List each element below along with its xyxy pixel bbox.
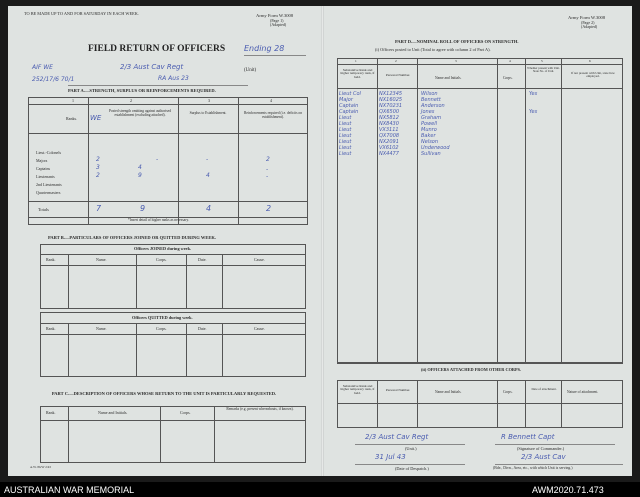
roll-cell: Yes xyxy=(529,109,538,115)
roll-col-num: 5 xyxy=(541,59,543,63)
hw-dash: - xyxy=(266,173,269,180)
roll-col-num: 3 xyxy=(455,59,457,63)
attached-col-head: Corps. xyxy=(503,390,513,394)
unit-sign-label: (Unit.) xyxy=(405,446,417,451)
quitted-col-head: Rank. xyxy=(46,326,56,331)
roll-cell: NX16025 xyxy=(379,97,403,103)
commander-sign-label: (Signature of Commander.) xyxy=(517,446,565,451)
roll-cell: Lieut xyxy=(339,151,352,157)
hw-unit-sign: 2/3 Aust Cav Regt xyxy=(365,433,429,441)
roll-cell: Graham xyxy=(421,115,442,121)
unit-label: (Unit) xyxy=(244,68,257,73)
insert-note: *Insert detail of higher ranks as necessary. xyxy=(128,218,189,222)
joined-col-head: Corps. xyxy=(156,257,167,262)
part-d-title: PART D.—NOMINAL ROLL OF OFFICERS ON STRENGTH. xyxy=(395,39,519,44)
adapted-label: (Adapted) xyxy=(270,22,287,27)
roll-cell: Underwood xyxy=(421,145,450,151)
hw-total: 9 xyxy=(140,204,146,213)
form-sheet xyxy=(8,6,632,476)
roll-cell: Yes xyxy=(529,91,538,97)
roll-cell: VX6102 xyxy=(379,145,399,151)
part-d-sub: (i) Officers posted to Unit (Total to agree with column 2 of Part A). xyxy=(375,47,491,52)
roll-cell: NX5812 xyxy=(379,115,399,121)
joined-col-head: Cause. xyxy=(254,257,265,262)
quitted-table xyxy=(40,312,306,377)
roll-cell: Wilson xyxy=(421,91,438,97)
accession-number: AWM2020.71.473 xyxy=(532,485,604,495)
roll-cell: QX6500 xyxy=(379,109,400,115)
roll-cell: NX12345 xyxy=(379,91,403,97)
col-num-2: 2 xyxy=(130,98,132,103)
attached-col-head: Nature of attachment. xyxy=(567,390,599,394)
roll-cell: Powell xyxy=(421,121,438,127)
hw-date-line-1: AIF WE xyxy=(32,64,53,71)
quitted-col-head: Date. xyxy=(198,326,207,331)
hw-commander-sign: R Bennett Capt xyxy=(501,433,555,441)
form-number-right: Army Form W.3008 xyxy=(568,15,606,20)
page-label: (Page 1) xyxy=(270,18,284,23)
col-num-4: 4 xyxy=(270,98,272,103)
quitted-col-head: Cause. xyxy=(254,326,265,331)
page-label-right: (Page 2) xyxy=(581,20,595,25)
roll-col-head: Whether present with Unit. State No. of Unit. xyxy=(527,66,560,73)
hw-total: 7 xyxy=(96,204,102,213)
hw-station: 2/3 Aust Cav xyxy=(521,453,566,461)
attached-col-head: Name and Initials. xyxy=(435,390,462,394)
joined-col-head: Name. xyxy=(96,257,107,262)
attached-table xyxy=(337,380,623,428)
top-note: TO BE MADE UP TO AND FOR SATURDAY IN EACH WEEK. xyxy=(24,11,139,16)
rank-row: 2nd Lieutenants xyxy=(36,182,62,187)
hw-cell: 4 xyxy=(138,164,142,171)
roll-cell: Nelson xyxy=(421,139,439,145)
left-page xyxy=(8,6,320,476)
roll-cell: Anderson xyxy=(421,103,445,109)
roll-cell: Captain xyxy=(339,109,359,115)
hw-ref: RA Aus 23 xyxy=(158,75,189,82)
despatch-date-label: (Date of Despatch.) xyxy=(395,466,429,471)
hw-total: 2 xyxy=(266,204,272,213)
joined-col-head: Rank. xyxy=(46,257,56,262)
hw-cell: 2 xyxy=(96,172,100,179)
part-c-col-head: Corps. xyxy=(180,410,191,415)
archive-name: AUSTRALIAN WAR MEMORIAL xyxy=(4,485,135,495)
roll-cell: Lieut Col xyxy=(339,91,361,97)
roll-cell: Munro xyxy=(421,127,437,133)
roll-cell: NX70231 xyxy=(379,103,403,109)
quitted-col-head: Corps. xyxy=(156,326,167,331)
archive-footer xyxy=(0,482,640,497)
roll-cell: Captain xyxy=(339,103,359,109)
hw-despatch-date: 31 Jul 43 xyxy=(375,453,406,461)
hw-date-line-2: 252/17/6 70/1 xyxy=(32,76,75,83)
roll-cell: VX3111 xyxy=(379,127,399,133)
rank-row: Lieutenants xyxy=(36,174,55,179)
joined-title: Officers JOINED during week. xyxy=(134,246,192,251)
hw-dash: - xyxy=(206,156,209,163)
roll-col-head: Name and Initials. xyxy=(435,76,462,80)
roll-cell: Bennett xyxy=(421,97,441,103)
attached-col-head: Personal Number. xyxy=(385,388,411,392)
form-number: Army Form W.3008 xyxy=(256,13,294,18)
roll-cell: Lieut xyxy=(339,145,352,151)
station-label: (Bde., Divn., Area, etc., with which Unit is serving.) xyxy=(493,466,573,470)
rank-row: Lieut.-Colonels xyxy=(36,150,61,155)
roll-cell: Jones xyxy=(421,109,435,115)
roll-col-head: If not present with Unit, state how employed. xyxy=(571,71,615,79)
roll-cell: NX8430 xyxy=(379,121,399,127)
col-head-surplus: Surplus to Establishment. xyxy=(189,111,227,115)
roll-col-head: Corps. xyxy=(503,76,513,80)
part-c-title: PART C.—DESCRIPTION OF OFFICERS WHOSE RETURN TO THE UNIT IS PARTICULARLY REQUESTED. xyxy=(51,391,277,396)
roll-cell: QX7008 xyxy=(379,133,400,139)
title-underline xyxy=(244,55,306,56)
roll-cell: Baker xyxy=(421,133,436,139)
col-head-posted: Posted strength omitting against authorised establishment (excluding attached). xyxy=(108,109,172,117)
joined-col-head: Date. xyxy=(198,257,207,262)
roll-cell: Lieut xyxy=(339,115,352,121)
roll-col-num: 1 xyxy=(355,59,357,63)
part-c-col-head: Name and Initials. xyxy=(98,410,128,415)
hw-cell: 2 xyxy=(96,156,100,163)
hw-cell: 9 xyxy=(138,172,142,179)
roll-col-num: 6 xyxy=(589,59,591,63)
hw-dash: - xyxy=(266,166,269,173)
right-page xyxy=(325,6,632,476)
part-c-col-head: Remarks (e.g. present whereabouts, if known). xyxy=(226,407,294,411)
roll-col-head: Substantive Rank and higher temporary rank, if held. xyxy=(340,68,375,79)
rank-row: Majors xyxy=(36,158,48,163)
rank-row: Quartermasters xyxy=(36,190,61,195)
part-b-title: PART B.—PARTICULARS OF OFFICERS JOINED OR QUITTED DURING WEEK. xyxy=(48,235,216,240)
hw-cell: 2 xyxy=(266,156,270,163)
hw-dash: - xyxy=(156,156,159,163)
form-title: FIELD RETURN OF OFFICERS xyxy=(88,44,226,54)
hw-unit: 2/3 Aust Cav Regt xyxy=(120,63,184,71)
page-fold xyxy=(321,6,324,476)
rank-row: Captains xyxy=(36,166,50,171)
roll-col-num: 4 xyxy=(509,59,511,63)
roll-cell: Sullivan xyxy=(421,151,441,157)
quitted-title: Officers QUITTED during week. xyxy=(132,315,193,320)
hw-total: 4 xyxy=(206,204,212,213)
print-code: A.W. 86/W 2/43 xyxy=(30,465,51,469)
unit-underline xyxy=(68,85,248,86)
quitted-col-head: Name. xyxy=(96,326,107,331)
attached-col-head: Substantive Rank and higher temporary rank, if held. xyxy=(340,384,375,395)
part-a-title: PART A.—STRENGTH, SURPLUS OR REINFORCEMENTS REQUIRED. xyxy=(68,88,216,93)
roll-cell: NX4477 xyxy=(379,151,399,157)
col-num-3: 3 xyxy=(208,98,210,103)
part-c-col-head: Rank. xyxy=(46,410,56,415)
roll-cell: Lieut xyxy=(339,121,352,127)
col-head-ranks: Ranks. xyxy=(66,116,77,121)
col-head-reinforcements: Reinforcements required (i.e. deficits on establishment). xyxy=(243,111,303,119)
totals-label: Totals xyxy=(38,207,49,212)
roll-cell: Major xyxy=(339,97,353,103)
title-handwriting: Ending 28 xyxy=(244,44,285,53)
part-c-table xyxy=(40,406,306,463)
hw-cell: 4 xyxy=(206,172,210,179)
roll-cell: Lieut xyxy=(339,139,352,145)
roll-col-num: 2 xyxy=(395,59,397,63)
roll-cell: Lieut xyxy=(339,133,352,139)
hw-cell: 3 xyxy=(96,164,100,171)
col-num-1: 1 xyxy=(72,98,74,103)
adapted-label-right: (Adapted) xyxy=(581,24,598,29)
roll-cell: NX2091 xyxy=(379,139,399,145)
hw-we: WE xyxy=(90,114,102,122)
roll-col-head: Personal Number. xyxy=(385,73,411,77)
attached-title: (ii) OFFICERS ATTACHED FROM OTHER CORPS. xyxy=(421,367,522,372)
attached-col-head: Date of attachment. xyxy=(531,387,557,391)
roll-cell: Lieut xyxy=(339,127,352,133)
